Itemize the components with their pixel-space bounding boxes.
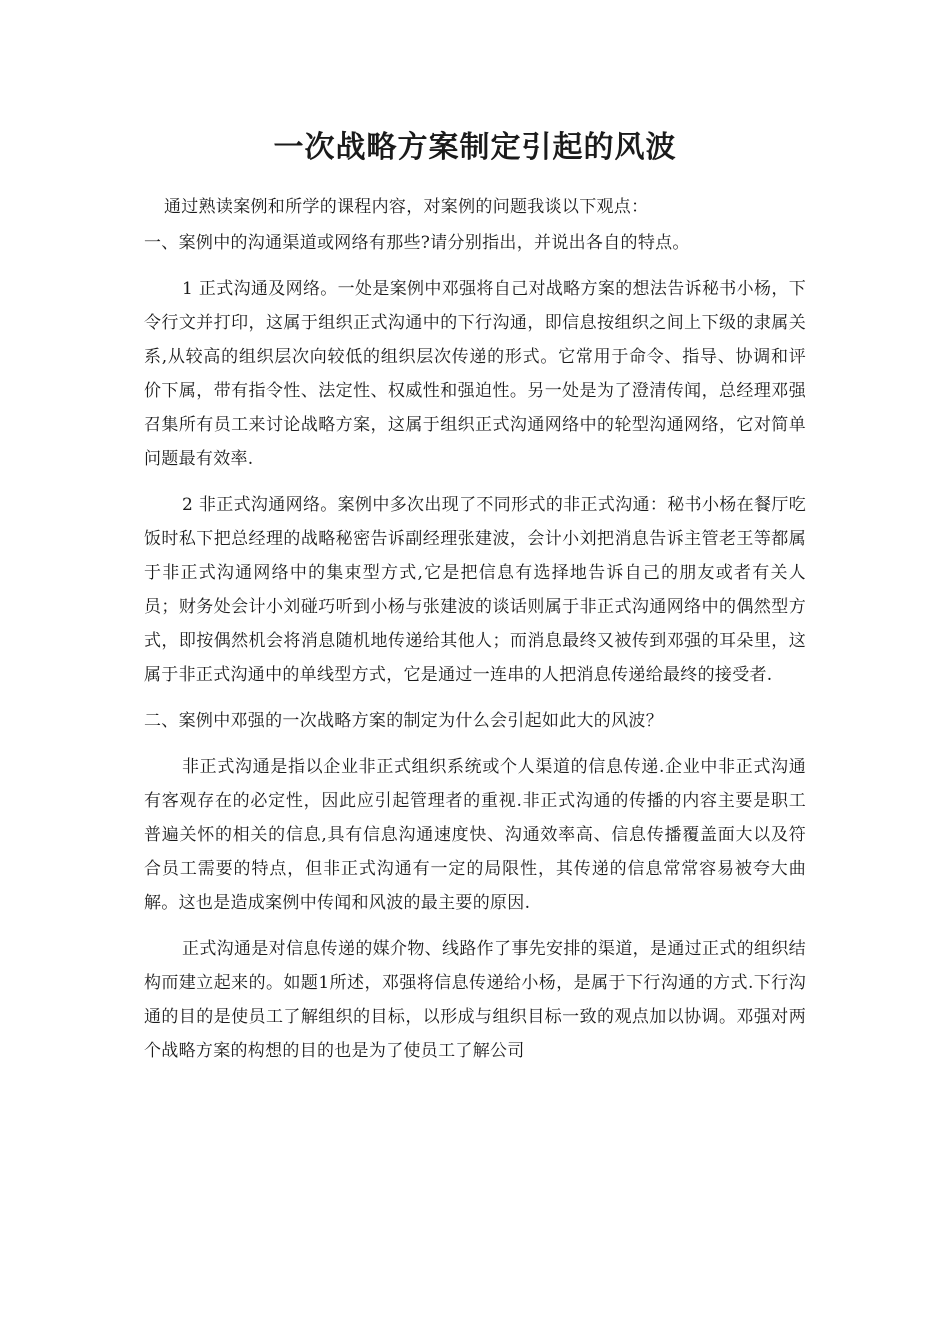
document-title: 一次战略方案制定引起的风波	[273, 130, 677, 165]
q1-informal-communication-paragraph: 2 非正式沟通网络。案例中多次出现了不同形式的非正式沟通：秘书小杨在餐厅吃饭时私下把总经理的战略秘密告诉副经理张建波，会计小刘把消息告诉主管老王等都属于非正式沟通网络中的集束型方式,它是把信息有选择地告诉自己的朋友或者有关人员；财务处会计小刘碰巧听到小杨与张建波的谈话则属于非正式沟通网络中的偶然型方式，即按偶然机会将消息随机地传递给其他人；而消息最终又被传到邓强的耳朵里，这属于非正式沟通中的单线型方式，它是通过一连串的人把消息传递给最终的接受者.	[144, 495, 806, 685]
q2-informal-analysis-paragraph: 非正式沟通是指以企业非正式组织系统或个人渠道的信息传递.企业中非正式沟通有客观存在的必定性，因此应引起管理者的重视.非正式沟通的传播的内容主要是职工普遍关怀的相关的信息,具有信息沟通速度快、沟通效率高、信息传播覆盖面大以及符合员工需要的特点，但非正式沟通有一定的局限性，其传递的信息常常容易被夸大曲解。这也是造成案例中传闻和风波的最主要的原因.	[144, 757, 806, 913]
question-1-heading: 一、案例中的沟通渠道或网络有那些?请分别指出，并说出各自的特点。	[144, 233, 690, 253]
intro-paragraph: 通过熟读案例和所学的课程内容，对案例的问题我谈以下观点：	[164, 197, 649, 217]
q1-formal-communication-paragraph: 1 正式沟通及网络。一处是案例中邓强将自己对战略方案的想法告诉秘书小杨，下令行文并打印，这属于组织正式沟通中的下行沟通，即信息按组织之间上下级的隶属关系,从较高的组织层次向较低的组织层次传递的形式。它常用于命令、指导、协调和评价下属，带有指令性、法定性、权威性和强迫性。另一处是为了澄清传闻，总经理邓强召集所有员工来讨论战略方案，这属于组织正式沟通网络中的轮型沟通网络，它对简单问题最有效率.	[144, 279, 806, 469]
question-2-heading: 二、案例中邓强的一次战略方案的制定为什么会引起如此大的风波？	[144, 711, 663, 731]
q2-formal-analysis-paragraph: 正式沟通是对信息传递的媒介物、线路作了事先安排的渠道，是通过正式的组织结构而建立起来的。如题1所述，邓强将信息传递给小杨，是属于下行沟通的方式.下行沟通的目的是使员工了解组织的目标，以形成与组织目标一致的观点加以协调。邓强对两个战略方案的构想的目的也是为了使员工了解公司	[144, 939, 806, 1061]
document-body	[144, 190, 806, 1068]
